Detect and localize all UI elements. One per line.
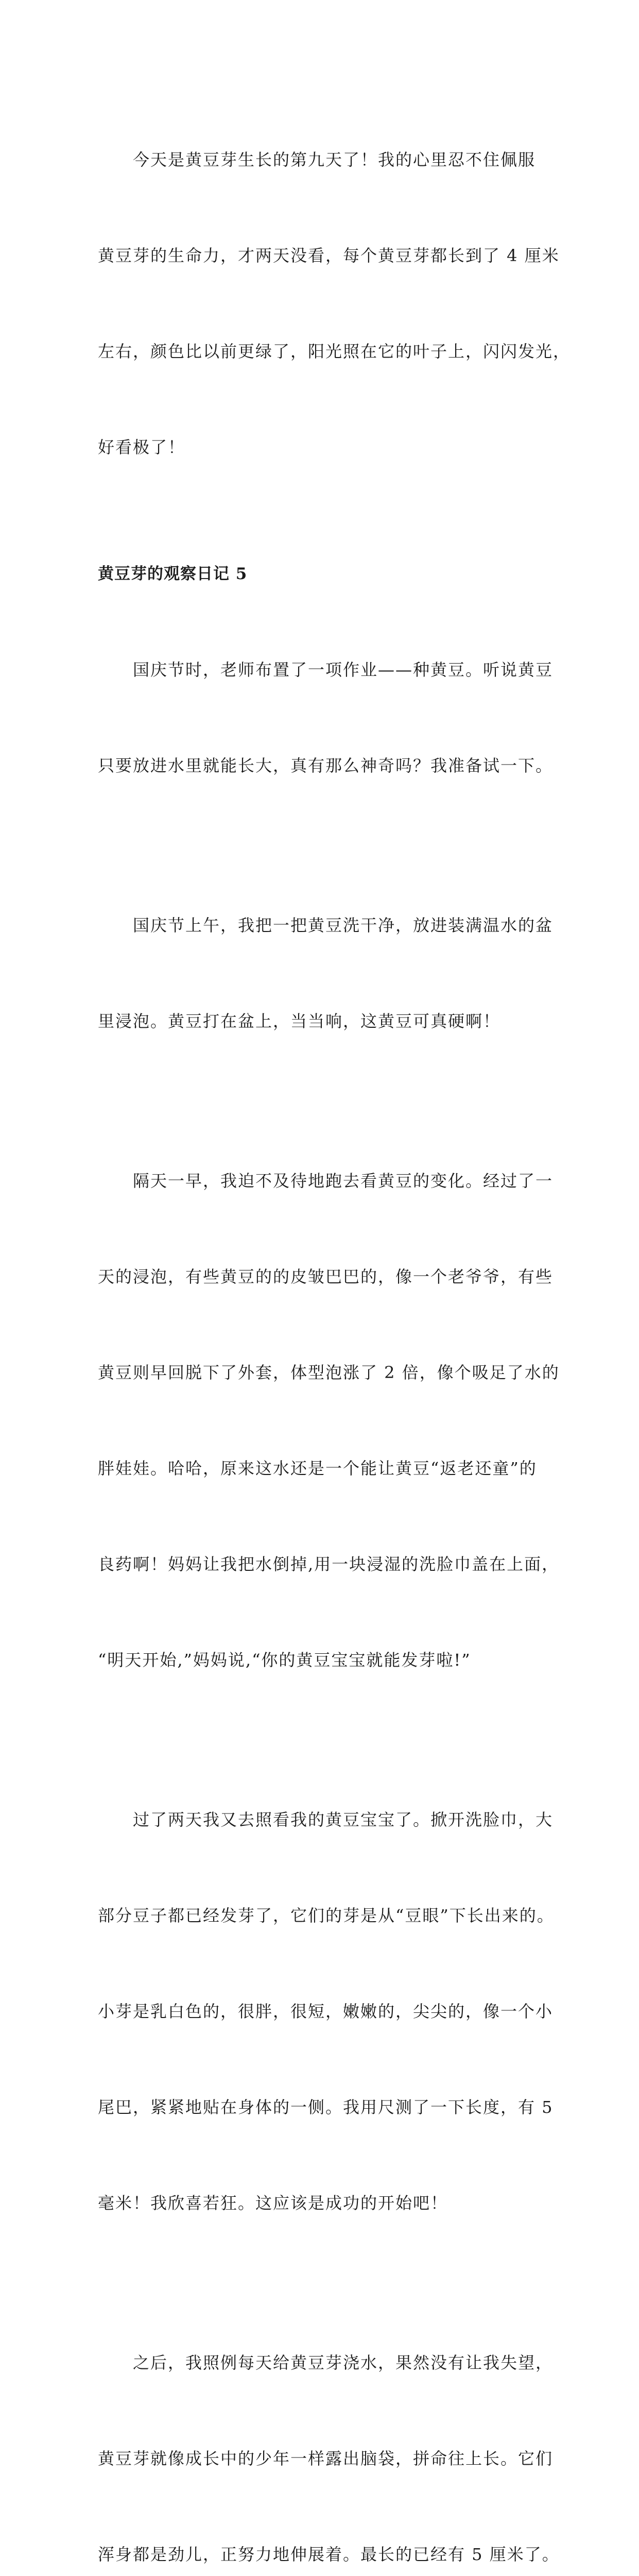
text-line: 部分豆子都已经发芽了，它们的芽是从“豆眼”下长出来的。	[98, 1906, 555, 1925]
paragraph-next-morning	[98, 1101, 560, 1740]
text-line: 今天是黄豆芽生长的第九天了！我的心里忍不住佩服	[98, 150, 536, 170]
text-line: 尾巴，紧紧地贴在身体的一侧。我用尺测了一下长度，有 5	[98, 2097, 554, 2117]
text-line: 天的浸泡，有些黄豆的的皮皱巴巴的，像一个老爷爷，有些	[98, 1267, 554, 1286]
paragraph-soaking	[98, 845, 554, 1101]
text-line: 之后，我照例每天给黄豆芽浇水，果然没有让我失望，	[98, 2353, 554, 2372]
paragraph-day-nine	[98, 80, 571, 527]
document-body	[98, 80, 571, 2576]
text-line: 浑身都是劲儿，正努力地伸展着。最长的已经有 5 厘米了。	[98, 2545, 560, 2564]
text-line: 国庆节上午，我把一把黄豆洗干净，放进装满温水的盆	[98, 916, 554, 935]
text-line: “明天开始,”妈妈说,“你的黄豆宝宝就能发芽啦!”	[98, 1650, 471, 1670]
paragraph-watering	[98, 2283, 560, 2576]
text-line: 黄豆芽的生命力，才两天没看，每个黄豆芽都长到了 4 厘米	[98, 246, 560, 265]
section-heading: 黄豆芽的观察日记 5	[98, 565, 248, 583]
text-line: 好看极了！	[98, 437, 186, 457]
text-line: 隔天一早，我迫不及待地跑去看黄豆的变化。经过了一	[98, 1171, 554, 1191]
text-line: 胖娃娃。哈哈，原来这水还是一个能让黄豆“返老还童”的	[98, 1459, 537, 1478]
text-line: 小芽是乳白色的，很胖，很短，嫩嫩的，尖尖的，像一个小	[98, 2002, 554, 2021]
text-line: 毫米！我欣喜若狂。这应该是成功的开始吧！	[98, 2193, 448, 2213]
text-line: 黄豆则早回脱下了外套，体型泡涨了 2 倍，像个吸足了水的	[98, 1363, 560, 1382]
paragraph-sprouting	[98, 1740, 555, 2283]
text-line: 良药啊！妈妈让我把水倒掉,用一块浸湿的洗脸巾盖在上面，	[98, 1554, 560, 1574]
text-line: 只要放进水里就能长大，真有那么神奇吗？我准备试一下。	[98, 756, 554, 775]
paragraph-homework	[98, 590, 554, 845]
text-line: 里浸泡。黄豆打在盆上，当当响，这黄豆可真硬啊！	[98, 1011, 501, 1031]
text-line: 过了两天我又去照看我的黄豆宝宝了。掀开洗脸巾，大	[98, 1810, 554, 1829]
text-line: 国庆节时，老师布置了一项作业——种黄豆。听说黄豆	[98, 660, 554, 680]
section-spacer	[98, 527, 551, 558]
text-line: 左右，颜色比以前更绿了，阳光照在它的叶子上，闪闪发光，	[98, 342, 571, 361]
text-line: 黄豆芽就像成长中的少年一样露出脑袋，拼命往上长。它们	[98, 2449, 554, 2468]
